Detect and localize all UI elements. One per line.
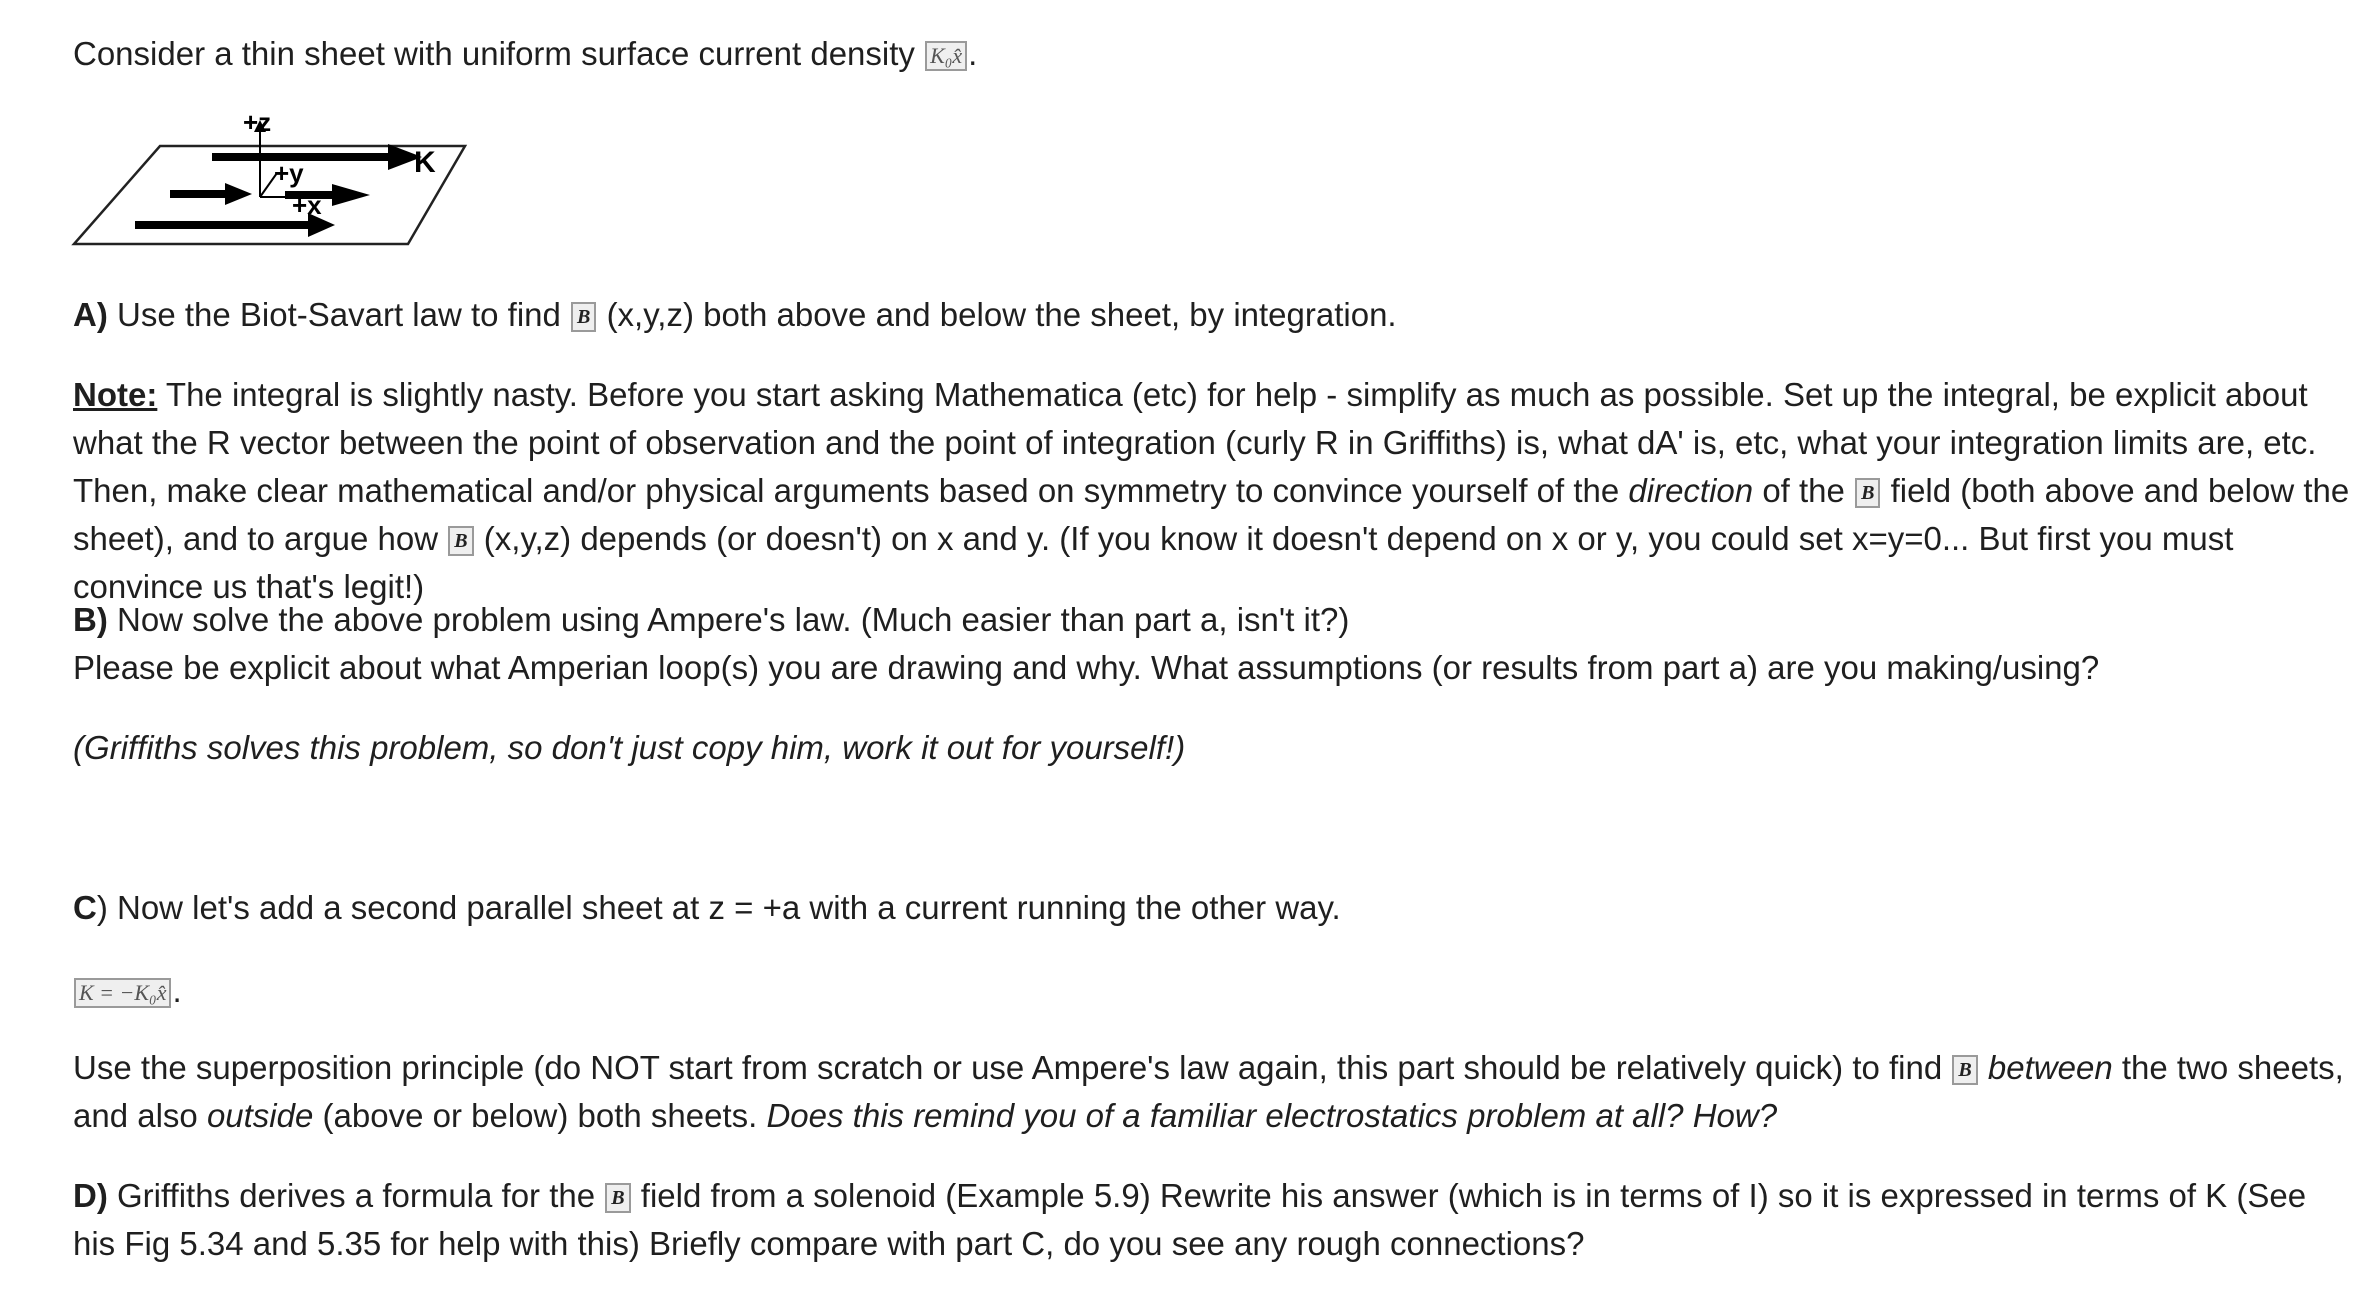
intro-text: Consider a thin sheet with uniform surface current density	[73, 35, 915, 72]
part-b-label: B)	[73, 601, 108, 638]
b-field-symbol: B	[1952, 1055, 1977, 1085]
between-italic: between	[1987, 1049, 2113, 1086]
note-paragraph	[73, 371, 2353, 611]
label-y: +y	[274, 158, 304, 188]
label-k: K	[414, 146, 436, 179]
intro-paragraph	[73, 30, 2353, 78]
part-c-superposition-paragraph	[73, 1044, 2353, 1140]
label-x: +x	[292, 190, 322, 220]
part-d-label: D)	[73, 1177, 108, 1214]
part-a-label: A)	[73, 296, 108, 333]
second-sheet-current-equation: K = −K₀x̂	[74, 978, 171, 1008]
part-c-text-1: Use the superposition principle (do NOT start from scratch or use Ampere's law again, this part should be relatively quick) to find	[73, 1049, 1943, 1086]
part-c-label: C	[73, 889, 97, 926]
surface-current-equation: K₀x̂	[925, 41, 967, 71]
part-d-paragraph	[73, 1172, 2353, 1268]
note-text-1: The integral is slightly nasty. Before you start asking Mathematica (etc) for help - simplify as much as possible. Set up the integral, be explicit about what the R vector between the point of observation and the point of integration (curly R in Griffiths) is, what dA' is, etc, what your integration limits are, etc. Then, make clear mathematical and/or physical arguments based on symmetry to convince yourself of the	[73, 376, 2317, 509]
note-direction-italic: direction	[1628, 472, 1754, 509]
part-a-text: Use the Biot-Savart law to find	[117, 296, 561, 333]
part-a-paragraph	[73, 291, 2353, 339]
top-current-arrow	[212, 144, 422, 170]
part-a-text-end: (x,y,z) both above and below the sheet, by integration.	[606, 296, 1397, 333]
part-c-text-3: (above or below) both sheets.	[322, 1097, 758, 1134]
b-field-symbol: B	[571, 302, 596, 332]
part-b-text-1: Now solve the above problem using Ampere's law. (Much easier than part a, isn't it?)	[117, 601, 1350, 638]
part-b-italic-note: (Griffiths solves this problem, so don't just copy him, work it out for yourself!)	[73, 729, 1186, 766]
equation-period: .	[172, 972, 182, 1009]
part-b-paragraph	[73, 596, 2353, 692]
note-text-4: (x,y,z) depends (or doesn't) on x and y. (If you know it doesn't depend on x or y, you could set x=y=0... But first you must convince us that's legit!)	[73, 520, 2234, 605]
note-text-2: of the	[1762, 472, 1845, 509]
part-c-italic-question: Does this remind you of a familiar electrostatics problem at all? How?	[766, 1097, 1778, 1134]
part-c-text: ) Now let's add a second parallel sheet at z = +a with a current running the other way.	[96, 889, 1341, 926]
part-d-text-2: field from a solenoid (Example 5.9) Rewrite his answer (which is in terms of I) so it is expressed in terms of K (See his Fig 5.34 and 5.35 for help with this) Briefly compare with part C, do you see any rough connections?	[73, 1177, 2307, 1262]
left-current-arrow	[170, 183, 252, 205]
note-label: Note:	[73, 376, 158, 413]
note-text-3: field (both above and below the sheet), and to argue how	[73, 472, 2350, 557]
b-field-symbol: B	[1855, 478, 1880, 508]
part-c-equation-line	[73, 967, 2353, 1015]
part-c-text-2: the two sheets, and also	[73, 1049, 2344, 1134]
outside-italic: outside	[206, 1097, 314, 1134]
part-d-text-1: Griffiths derives a formula for the	[117, 1177, 596, 1214]
part-b-line-1	[73, 596, 2353, 644]
intro-period: .	[968, 35, 978, 72]
part-b-italic-paragraph	[73, 724, 2353, 772]
part-c-paragraph	[73, 884, 2353, 932]
part-b-text-2: Please be explicit about what Amperian loop(s) you are drawing and why. What assumptions (or results from part a) are you making/using?	[73, 649, 2100, 686]
b-field-symbol: B	[605, 1183, 630, 1213]
b-field-symbol: B	[448, 526, 473, 556]
current-sheet-diagram	[70, 104, 480, 254]
label-z: +z	[243, 107, 272, 137]
